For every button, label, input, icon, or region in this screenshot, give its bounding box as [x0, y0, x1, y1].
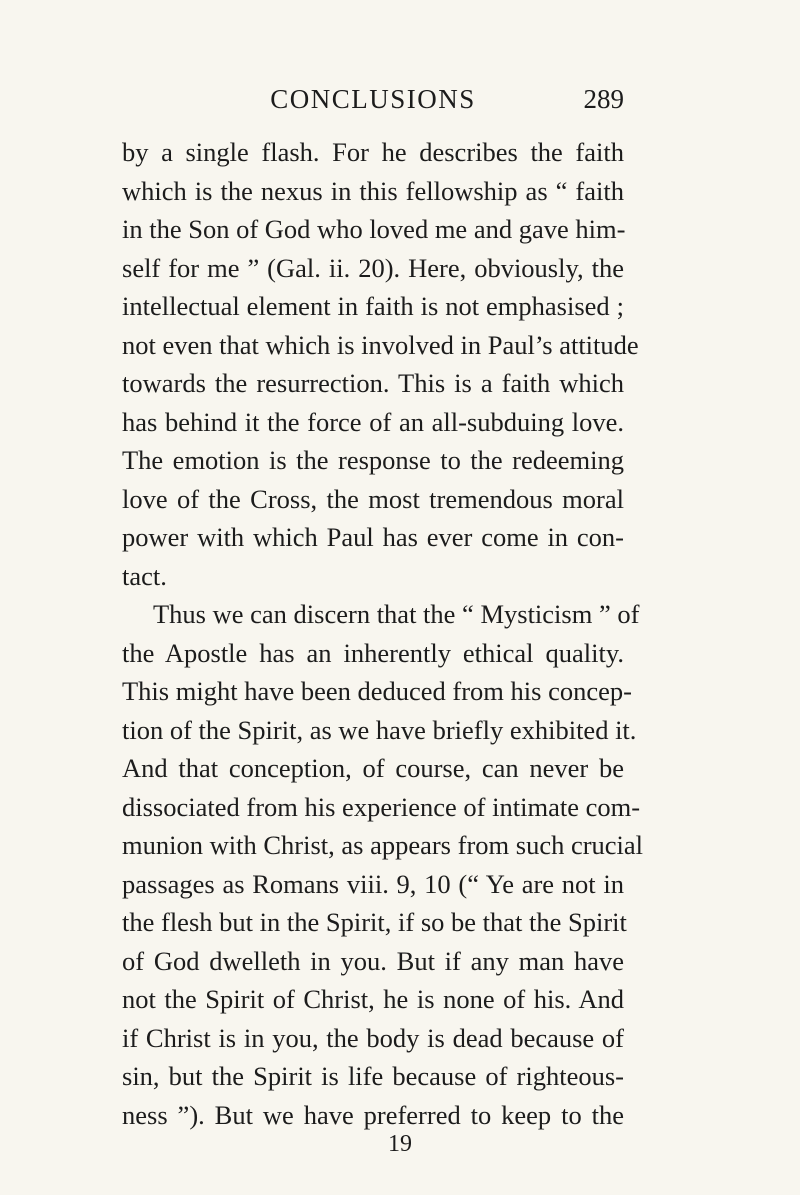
- text-line: The emotion is the response to the redeeming: [122, 445, 624, 475]
- page-header: [122, 84, 624, 124]
- running-head: CONCLUSIONS: [270, 84, 476, 114]
- text-line: towards the resurrection. This is a faith which: [122, 368, 624, 398]
- text-line: which is the nexus in this fellowship as “ faith: [122, 175, 624, 206]
- text-line: tion of the Spirit, as we have briefly exhibited it.: [122, 714, 637, 745]
- text-line: sin, but the Spirit is life because of righteous-: [122, 1061, 624, 1091]
- text-line: munion with Christ, as appears from such crucial: [122, 830, 644, 860]
- text-line: in the Son of God who loved me and gave him-: [122, 214, 626, 244]
- text-line: And that conception, of course, can never be: [122, 753, 624, 783]
- text-line: tact.: [122, 560, 167, 591]
- text-line: ness ”). But we have preferred to keep to the: [122, 1099, 624, 1130]
- text-line: if Christ is in you, the body is dead because of: [122, 1022, 624, 1053]
- text-line: by a single flash. For he describes the faith: [122, 137, 624, 167]
- text-line: power with which Paul has ever come in con-: [122, 522, 624, 552]
- text-line: of God dwelleth in you. But if any man have: [122, 945, 624, 976]
- text-line: This might have been deduced from his concep-: [122, 676, 632, 706]
- text-line: intellectual element in faith is not emphasised ;: [122, 291, 624, 321]
- body-text: [122, 133, 644, 1134]
- text-line: the flesh but in the Spirit, if so be that the Spirit: [122, 907, 627, 937]
- text-line: not even that which is involved in Paul’s attitude: [122, 329, 639, 360]
- text-line: dissociated from his experience of intimate com-: [122, 791, 641, 822]
- text-line: self for me ” (Gal. ii. 20). Here, obviously, the: [122, 252, 624, 283]
- text-line: the Apostle has an inherently ethical quality.: [122, 637, 624, 668]
- text-line: has behind it the force of an all-subduing love.: [122, 406, 624, 437]
- page-number: 289: [583, 84, 624, 114]
- text-line: love of the Cross, the most tremendous moral: [122, 483, 624, 514]
- text-line: passages as Romans viii. 9, 10 (“ Ye are not in: [122, 868, 624, 899]
- signature-mark: 19: [388, 1131, 412, 1157]
- paragraph-start-line: Thus we can discern that the “ Mysticism ” of: [153, 599, 640, 629]
- text-line: not the Spirit of Christ, he is none of his. And: [122, 984, 624, 1014]
